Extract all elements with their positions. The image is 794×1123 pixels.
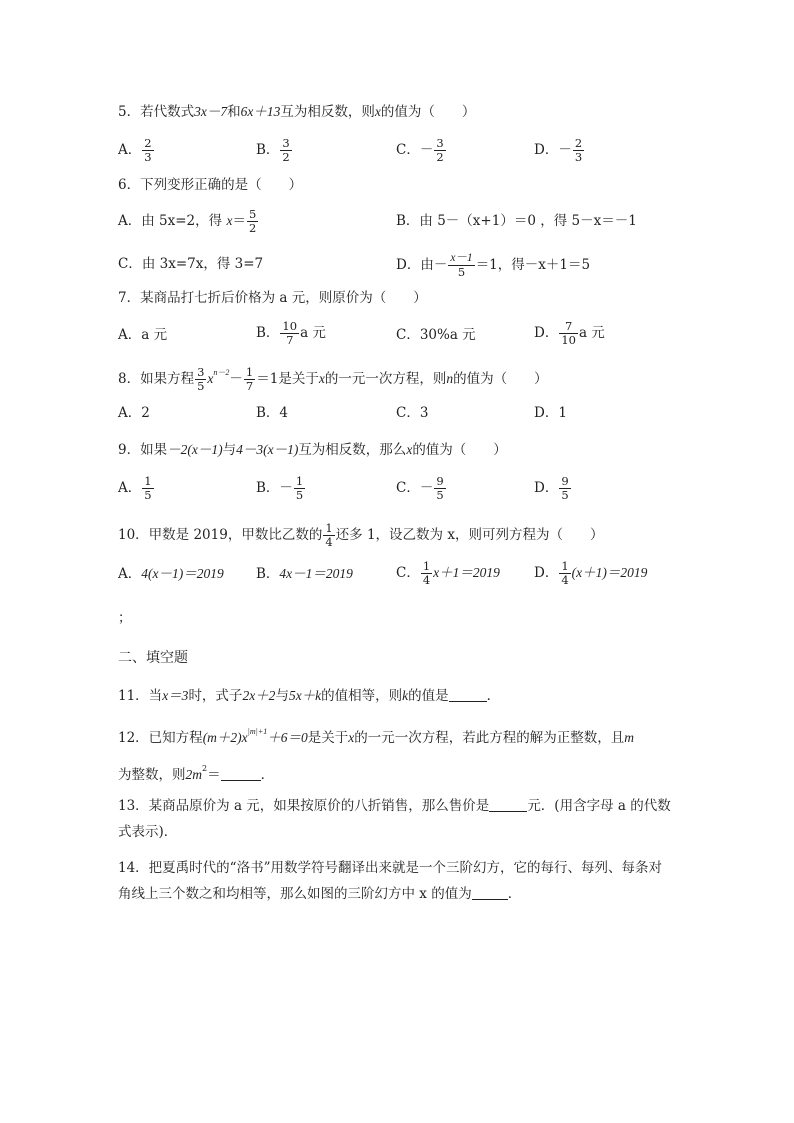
exponent: |m|+1 [247, 727, 268, 736]
q9-option-c [396, 475, 447, 502]
q12-text3: 的一元一次方程，若此方程的解为正整数，且 [354, 730, 625, 746]
q7-option-b [256, 320, 326, 347]
numerator: 1 [325, 521, 333, 535]
option-expr: x＋1＝2019 [433, 565, 500, 580]
variable: n [446, 371, 454, 386]
q8-text3: 的一元一次方程，则 [324, 371, 447, 387]
numerator: 2 [574, 136, 583, 150]
section-heading-fill-in: 二、填空题 [118, 650, 188, 666]
q14-line2 [118, 884, 521, 904]
q5-text: 5．若代数式 [118, 104, 195, 120]
denominator: 5 [144, 488, 152, 502]
numerator: 3 [436, 136, 444, 150]
q11-text2: 时，式子 [188, 688, 243, 704]
q9-mid: 与 [222, 442, 237, 458]
q12-line2 [118, 759, 274, 785]
denominator: 7 [286, 333, 294, 347]
fraction [142, 475, 153, 502]
q7-option-c: C．30%a 元 [396, 327, 476, 343]
denominator: 2 [436, 150, 444, 164]
option-label: C．－ [396, 142, 434, 158]
denominator: 4 [422, 573, 431, 587]
variable: x [406, 442, 413, 457]
variable: m [624, 730, 634, 745]
fraction [573, 137, 584, 164]
answer-blank[interactable] [221, 766, 261, 781]
numerator: 3 [197, 365, 205, 379]
q9-option-d [534, 475, 572, 502]
option-label: C．－ [396, 480, 434, 496]
option-label: A． [118, 566, 142, 582]
denominator: 5 [295, 488, 304, 502]
q10-text: 10．甲数是 2019，甲数比乙数的 [118, 527, 323, 543]
q10-text2: 还多 1，设乙数为 x，则可列方程为（ ） [335, 527, 604, 543]
q9-stem [118, 440, 507, 460]
fraction [280, 137, 291, 164]
option-label: B． [256, 325, 280, 341]
option-label: A． [118, 480, 142, 496]
q9-text2: 互为相反数，那么 [298, 442, 407, 458]
answer-blank[interactable] [472, 885, 508, 900]
q11-text4: 的值相等，则 [321, 688, 403, 704]
denominator: 4 [325, 535, 333, 549]
variable: x [318, 371, 325, 386]
q5-option-c [396, 137, 447, 164]
numerator: 1 [245, 365, 254, 379]
q5-tail: 的值为（ ） [380, 104, 476, 120]
denominator: 3 [574, 150, 583, 164]
fraction [559, 560, 570, 587]
q6-option-a [118, 208, 259, 235]
q5-option-a [118, 137, 155, 164]
option-label: B． [256, 566, 280, 582]
q5-expr1: 3x－7 [194, 104, 228, 119]
q9-tail: 的值为（ ） [412, 442, 507, 458]
option-text: a 元 [300, 325, 326, 341]
option-text-2: ＝1，得－x＋1＝5 [475, 257, 591, 273]
q10-stem [118, 522, 603, 549]
equals: ＝1 [256, 371, 279, 387]
q7-stem: 7．某商品打七折后价格为 a 元，则原价为（ ） [118, 290, 427, 306]
fraction [280, 320, 299, 347]
minus: － [229, 371, 243, 387]
q13-stem [118, 796, 671, 816]
q11-text: 11．当 [118, 688, 163, 704]
q6-option-d [396, 252, 590, 279]
denominator: 5 [457, 265, 466, 279]
numerator: 9 [561, 474, 569, 488]
fraction [559, 320, 578, 347]
q5-text2: 互为相反数，则 [280, 104, 375, 120]
q12-expr2: 2m [185, 767, 202, 782]
fraction [448, 252, 474, 279]
period: ． [486, 688, 501, 704]
option-label: D．－ [534, 142, 572, 158]
equals: ＝ [232, 213, 246, 229]
q12-text2: 是关于 [307, 730, 349, 746]
denominator: 3 [144, 150, 152, 164]
denominator: 7 [245, 379, 254, 393]
q10-option-a [118, 564, 224, 584]
option-label: C． [396, 565, 420, 581]
denominator: 2 [248, 221, 257, 235]
q13-text: 13．某商品原价为 a 元，如果按原价的八折销售，那么售价是 [118, 798, 490, 814]
variable: x [207, 371, 214, 386]
numerator: 5 [248, 207, 257, 221]
fraction [244, 366, 255, 393]
fraction [294, 475, 305, 502]
option-text: D．由－ [396, 257, 448, 273]
option-text: a 元 [578, 325, 605, 341]
fraction [434, 137, 445, 164]
q12-text4: 为整数，则 [118, 767, 186, 783]
variable: x [348, 730, 355, 745]
numerator: 1 [422, 559, 431, 573]
q9-expr1: －2(x－1) [167, 442, 223, 457]
option-label: B．－ [256, 480, 293, 496]
numerator: 7 [559, 320, 578, 334]
q8-option-d: D．1 [534, 405, 567, 421]
option-label: D． [534, 480, 559, 496]
denominator: 10 [561, 333, 576, 347]
q5-mid: 和 [227, 104, 241, 120]
q8-text: 8．如果方程 [118, 371, 195, 387]
q11-tail: 的值是 [408, 688, 449, 704]
option-text: A．由 5x=2，得 [118, 213, 227, 229]
numerator: x－1 [450, 252, 473, 264]
q6-option-b: B．由 5－（x+1）＝0 ，得 5－x＝－1 [396, 213, 637, 229]
option-label: D． [534, 565, 559, 581]
q5-option-b [256, 137, 293, 164]
q8-stem [118, 363, 548, 393]
q8-option-a: A．2 [118, 405, 150, 421]
denominator: 5 [436, 488, 444, 502]
q13-line2: 式表示)． [118, 824, 178, 840]
q14-stem: 14．把夏禹时代的“洛书”用数学符号翻译出来就是一个三阶幻方，它的每行、每列、每条对 [118, 860, 662, 876]
equals: ＝ [207, 767, 221, 783]
numerator: 1 [144, 474, 152, 488]
numerator: 2 [144, 136, 152, 150]
q11-stem [118, 686, 500, 706]
fraction [434, 475, 445, 502]
option-expr: 4(x－1)＝2019 [141, 566, 224, 581]
separator-semicolon: ； [118, 610, 132, 626]
q8-option-b: B．4 [256, 405, 289, 421]
q11-expr2: 5x＋k [288, 688, 322, 703]
fraction [323, 522, 334, 549]
fraction [142, 137, 153, 164]
fraction [195, 366, 206, 393]
option-label: D． [534, 325, 559, 341]
fraction [421, 560, 432, 587]
q11-text3: 与 [275, 688, 289, 704]
q10-option-b [256, 564, 353, 584]
q13-text2: 元．(用含字母 a 的代数 [527, 798, 671, 814]
q10-option-c [396, 560, 500, 587]
q7-option-a: A．a 元 [118, 327, 168, 343]
q14-text: 角线上三个数之和均相等，那么如图的三阶幻方中 x 的值为 [118, 886, 472, 902]
variable: k [402, 688, 409, 703]
fraction [559, 475, 570, 502]
q8-option-c: C．3 [396, 405, 429, 421]
period: ． [260, 767, 275, 783]
q7-option-d [534, 320, 605, 347]
q9-option-a [118, 475, 155, 502]
numerator: 9 [436, 474, 444, 488]
q5-option-d [534, 137, 585, 164]
q12-stem [118, 722, 634, 748]
q6-stem: 6．下列变形正确的是（ ） [118, 177, 303, 193]
period: ． [507, 886, 522, 902]
q12-expr: (m＋2)x [202, 730, 248, 745]
q6-option-c: C．由 3x=7x，得 3=7 [118, 256, 264, 272]
q9-option-b [256, 475, 306, 502]
option-label: A． [118, 142, 142, 158]
variable: x [226, 213, 233, 228]
answer-blank[interactable] [449, 687, 487, 702]
exponent: 2 [202, 764, 208, 773]
answer-blank[interactable] [489, 797, 527, 812]
denominator: 5 [197, 379, 205, 393]
exponent: n－2 [213, 368, 230, 377]
numerator: 1 [561, 559, 569, 573]
denominator: 4 [561, 573, 569, 587]
denominator: 5 [561, 488, 569, 502]
q12-expr-tail: ＋6＝0 [267, 730, 308, 745]
q10-option-d [534, 560, 647, 587]
q11-cond: x＝3 [162, 688, 189, 703]
option-expr: 4x－1＝2019 [279, 566, 353, 581]
q8-text2: 是关于 [278, 371, 319, 387]
numerator: 1 [295, 474, 304, 488]
q9-text: 9．如果 [118, 442, 168, 458]
q11-expr1: 2x＋2 [242, 688, 276, 703]
option-label: B． [256, 142, 280, 158]
denominator: 2 [282, 150, 290, 164]
q8-tail: 的值为（ ） [453, 371, 548, 387]
option-expr: (x＋1)＝2019 [571, 565, 648, 580]
numerator: 3 [282, 136, 290, 150]
fraction [247, 208, 258, 235]
q5-var: x [374, 104, 381, 119]
q9-expr2: 4－3(x－1) [236, 442, 299, 457]
numerator: 10 [282, 319, 298, 333]
q12-text: 12．已知方程 [118, 730, 203, 746]
q5-expr2: 6x＋13 [240, 104, 281, 119]
q5-stem [118, 102, 475, 122]
